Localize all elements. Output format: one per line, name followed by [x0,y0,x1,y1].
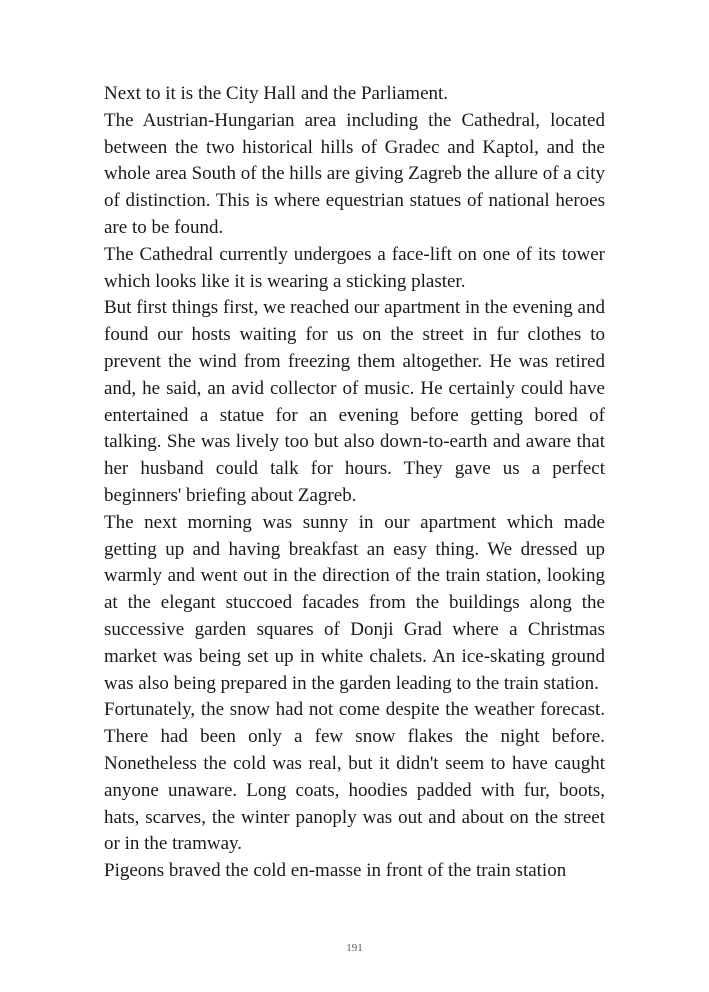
paragraph-1: Next to it is the City Hall and the Parliament. [104,83,449,104]
paragraph-7: Pigeons braved the cold en-masse in front of the train station [104,860,567,882]
body-text [104,81,605,885]
paragraph-2: The Austrian-Hungarian area including the Cathedral, located between the two historical hills of Gradec and Kaptol, and the whole area South of the hills are giving Zagreb the allure of a city of distinction. This is where equestrian statues of national heroes are to be found. [104,109,605,238]
page-number: 191 [346,942,363,954]
paragraph-6: Fortunately, the snow had not come despite the weather forecast. There had been only a few snow flakes the night before. Nonetheless the cold was real, but it didn't seem to have caught anyone unaware. Long coats, hoodies padded with fur, boots, hats, scarves, the winter panoply was out and about on the street or in the tramway. [104,699,605,855]
paragraph-5: The next morning was sunny in our apartment which made getting up and having breakfast an easy thing. We dressed up warmly and went out in the direction of the train station, looking at the elegant stuccoed facades from the buildings along the successive garden squares of Donji Grad where a Christmas market was being set up in white chalets. An ice-skating ground was also being prepared in the garden leading to the train station. [104,511,605,694]
paragraph-4: But first things first, we reached our apartment in the evening and found our hosts waiting for us on the street in fur clothes to prevent the wind from freezing them altogether. He was retired and, he said, an avid collector of music. He certainly could have entertained a statue for an evening before getting bored of talking. She was lively too but also down-to-earth and aware that her husband could talk for hours. They gave us a perfect beginners' briefing about Zagreb. [104,297,605,506]
paragraph-3: The Cathedral currently undergoes a face-lift on one of its tower which looks like it is wearing a sticking plaster. [104,243,605,292]
